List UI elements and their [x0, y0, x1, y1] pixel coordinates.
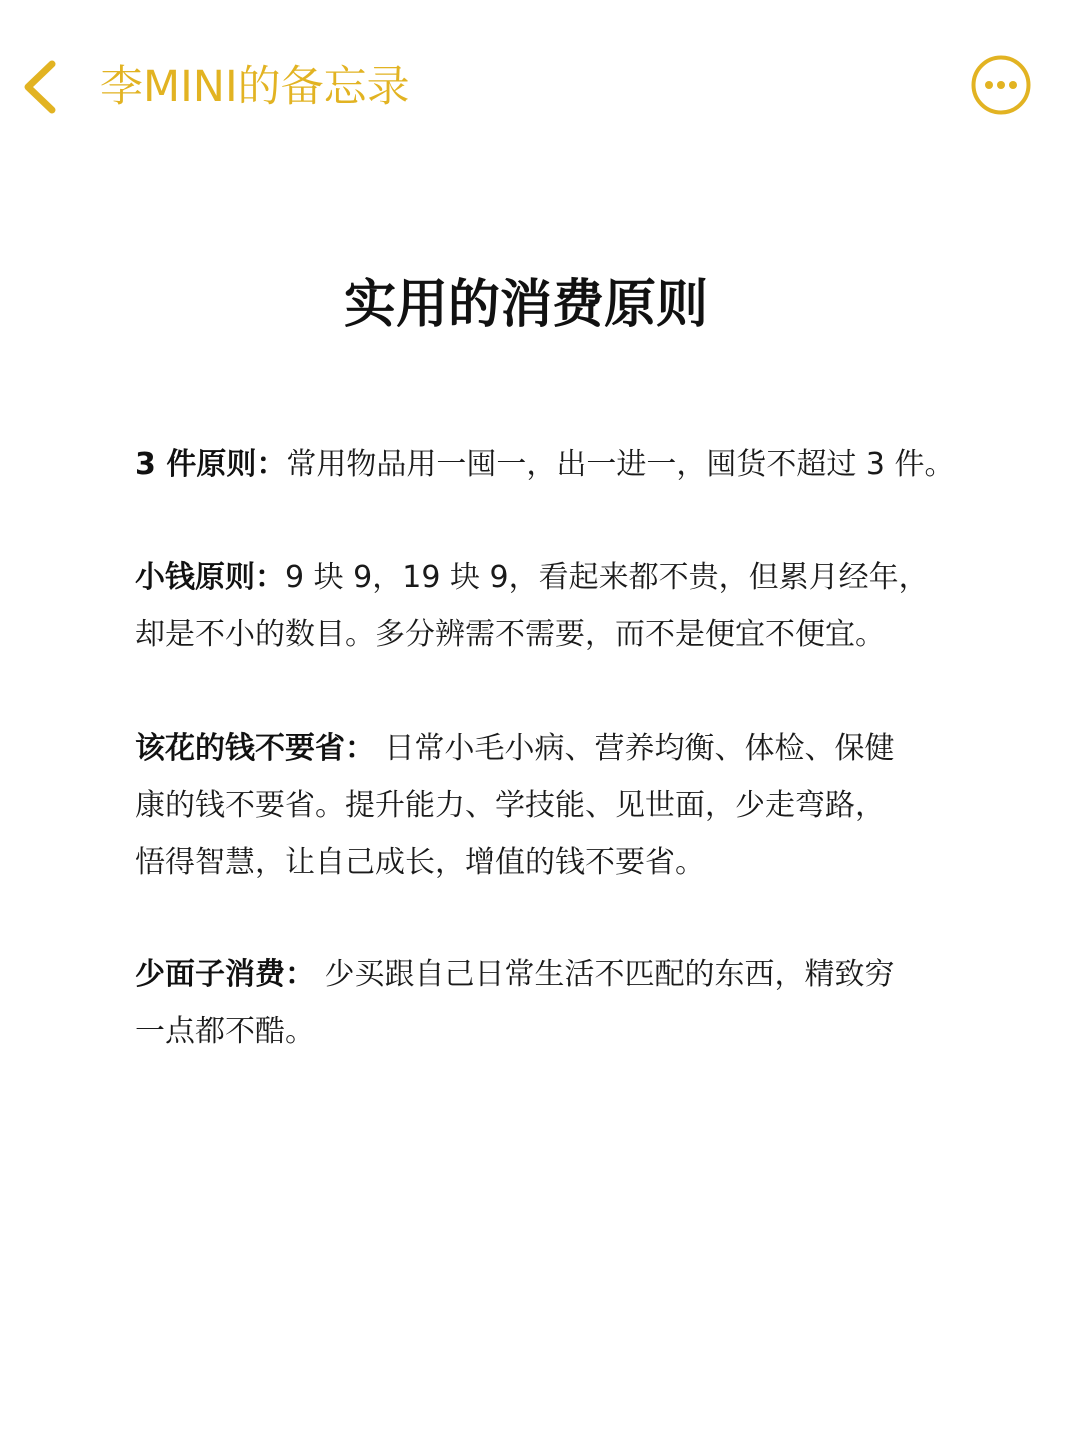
principle-line	[135, 946, 985, 1003]
principle-text: 康的钱不要省。提升能力、学技能、见世面，少走弯路，	[135, 788, 885, 823]
principle-label: 该花的钱不要省：	[135, 731, 375, 766]
back-button[interactable]	[18, 58, 68, 116]
principle-text: 一点都不酷。	[135, 1014, 315, 1049]
top-bar	[0, 0, 1080, 170]
principle-text: 日常小毛小病、营养均衡、体检、保健	[375, 731, 895, 766]
principle-text: 少买跟自己日常生活不匹配的东西，精致穷	[315, 957, 895, 992]
app-title: 李MINI的备忘录	[100, 62, 410, 112]
principle-label: 3 件原则：	[135, 447, 287, 482]
principle-line	[135, 549, 985, 606]
principle-label: 小钱原则：	[135, 560, 285, 595]
note-title: 实用的消费原则	[343, 275, 708, 335]
principle-text: 却是不小的数目。多分辨需不需要，而不是便宜不便宜。	[135, 617, 885, 652]
principle-necessary-spending	[135, 720, 985, 891]
principle-text: 悟得智慧，让自己成长，增值的钱不要省。	[135, 845, 705, 880]
ellipsis-circle-icon	[970, 54, 1032, 116]
principle-label: 少面子消费：	[135, 957, 315, 992]
principle-text: 常用物品用一囤一，出一进一，囤货不超过 3 件。	[286, 447, 955, 482]
principle-small-money	[135, 549, 985, 663]
principle-less-face-spending	[135, 946, 985, 1060]
more-options-button[interactable]	[970, 54, 1032, 116]
chevron-left-icon	[18, 58, 68, 116]
principle-three-items	[135, 436, 985, 493]
principle-line	[135, 436, 985, 493]
principle-line	[135, 720, 985, 777]
principle-text: 9 块 9，19 块 9，看起来都不贵，但累月经年，	[285, 560, 929, 595]
